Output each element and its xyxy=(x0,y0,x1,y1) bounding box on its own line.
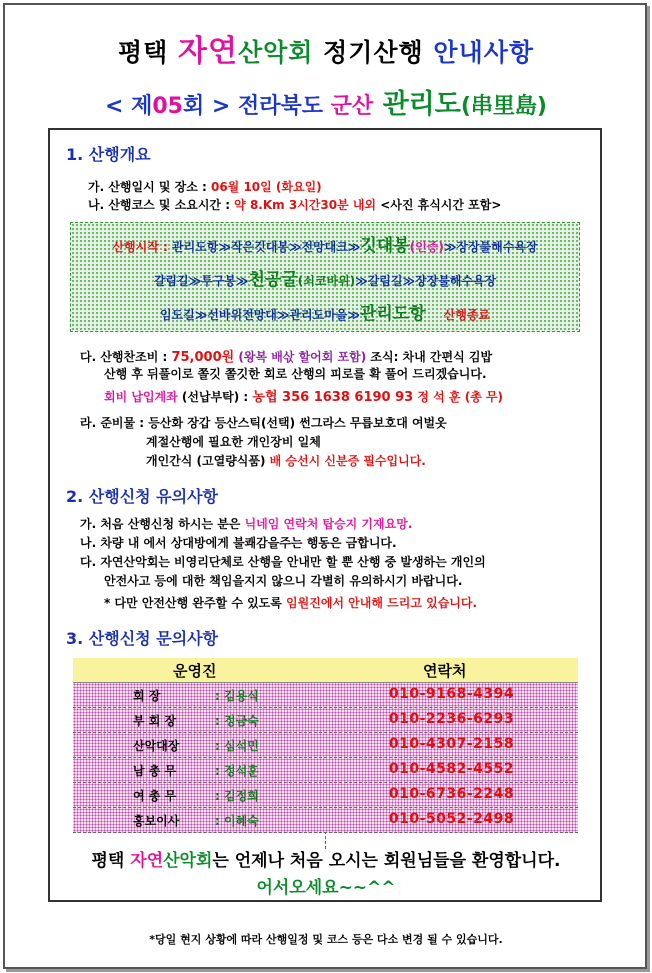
account-note: (선납부탁) : xyxy=(177,390,253,404)
prep-snacks: 개인간식 (고열량식품) xyxy=(146,454,270,468)
rule-note-staff: 임원진에서 안내해 드리고 있습니다. xyxy=(286,596,478,610)
welcome-club-name: 자연 xyxy=(130,851,164,871)
route-port: 관리도항 xyxy=(359,304,426,324)
prep-items: 등산화 장갑 등산스틱(선택) 썬그라스 무릅보호대 여벌옷 xyxy=(148,416,447,430)
prep-line xyxy=(80,414,447,431)
staff-name: : 정석훈 xyxy=(215,764,259,778)
section-1-heading: 1. 산행개요 xyxy=(66,145,151,164)
staff-name-value: 김용식 xyxy=(223,689,259,703)
staff-role: 홍보이사 xyxy=(133,814,180,828)
account-label: 회비 납입계좌 xyxy=(104,390,178,404)
account-number: 농협 356 1638 6190 93 xyxy=(252,390,414,405)
staff-phone: 010-6736-2248 xyxy=(388,786,515,802)
route-end-label: 산행종료 xyxy=(443,308,491,322)
account-line xyxy=(104,386,503,405)
route-start-label: 산행시작 : xyxy=(112,240,172,254)
route-certify-note: (인증) xyxy=(409,240,444,254)
staff-name-value: 심석민 xyxy=(223,739,259,753)
staff-name-value: 정금숙 xyxy=(223,714,259,728)
welcome-prefix: 평택 xyxy=(91,851,131,871)
welcome-text: 는 언제나 처음 오시는 회원님들을 환영합니다. xyxy=(212,851,561,871)
staff-name: : 심석민 xyxy=(215,739,259,753)
route-box xyxy=(70,222,580,332)
route-cave: 천공굴 xyxy=(248,270,298,290)
table-row xyxy=(73,733,578,758)
table-row xyxy=(73,708,578,733)
welcome-greeting: 어서오세요~~^^ xyxy=(256,878,396,898)
table-row xyxy=(73,808,578,833)
subtitle-city: 군산 xyxy=(330,94,374,119)
route-segment-3: 임도길≫선바위전망대≫관리도마을≫ xyxy=(159,308,360,322)
staff-role: 회 장 xyxy=(133,689,161,703)
hike-date-line xyxy=(88,178,322,195)
staff-role: 부 회 장 xyxy=(133,714,177,728)
subtitle-island-hanja: (串里島) xyxy=(460,94,547,119)
prep-line-2: 계절산행에 필요한 개인장비 일체 xyxy=(146,435,321,449)
route-line-2 xyxy=(71,265,579,290)
rule-note xyxy=(104,594,477,611)
route-segment-2: 갈림길≫투구봉≫ xyxy=(153,274,249,288)
section-3-heading: 3. 산행신청 문의사항 xyxy=(66,629,218,648)
rule-b: 나. 차량 내 에서 상대방에게 불쾌감을주는 행동은 금합니다. xyxy=(80,536,397,550)
rule-note-text: * 다만 안전산행 완주할 수 있도록 xyxy=(104,596,287,610)
page-subtitle xyxy=(0,82,652,121)
col-staff: 운영진 xyxy=(173,662,217,680)
contact-table xyxy=(73,658,578,833)
staff-name: : 김정희 xyxy=(215,789,259,803)
rule-c: 다. 자연산악회는 비영리단체로 산행을 안내만 할 뿐 산행 중 발생하는 개인의 xyxy=(80,555,486,569)
fee-breakfast-note: 조식: 차내 간편식 김밥 xyxy=(366,350,493,364)
rule-a xyxy=(80,515,412,532)
staff-phone: 010-9168-4394 xyxy=(388,686,515,702)
hike-date-label: 가. 산행일시 및 장소 : xyxy=(88,180,211,194)
subtitle-prefix: < 제 xyxy=(105,94,153,119)
page-title xyxy=(0,26,652,70)
route-segment-2-end: ≫갈림길≫장장불해수욕장 xyxy=(355,274,497,288)
subtitle-number: 05 xyxy=(152,94,183,119)
contact-table-body xyxy=(73,683,578,833)
staff-name-value: 정석훈 xyxy=(223,764,259,778)
welcome-message xyxy=(0,846,652,871)
rule-a-text: 가. 처음 산행신청 하시는 분은 xyxy=(80,517,245,531)
fee-line xyxy=(80,346,492,365)
route-line-3 xyxy=(71,299,579,324)
fee-label: 다. 산행찬조비 : xyxy=(80,350,172,364)
prep-line-3 xyxy=(146,452,426,469)
hike-date-value: 06월 10일 (화요일) xyxy=(210,180,322,194)
table-row xyxy=(73,758,578,783)
staff-name: : 정금숙 xyxy=(215,714,259,728)
staff-name-value: 김정희 xyxy=(223,789,259,803)
subtitle-region: 회 > 전라북도 xyxy=(183,94,331,119)
staff-role: 여 총 무 xyxy=(133,789,177,803)
hike-course-label: 나. 산행코스 및 소요시간 : xyxy=(88,198,235,212)
staff-phone: 010-5052-2498 xyxy=(388,811,515,827)
account-holder: 정 석 훈 (총 무) xyxy=(413,390,504,404)
welcome-club-suffix: 산악회 xyxy=(163,851,213,871)
route-segment-1-end: ≫장장불해수욕장 xyxy=(443,240,538,254)
title-event: 정기산행 xyxy=(313,38,434,67)
prep-id-required: 배 승선시 신분증 필수입니다. xyxy=(269,454,426,468)
hike-course-note: <사진 휴식시간 포함> xyxy=(376,198,502,212)
footer-note: *당일 현지 상황에 따라 산행일정 및 코스 등은 다소 변경 될 수 있습니다. xyxy=(149,933,503,946)
hike-course-value: 약 8.Km 3시간30분 내외 xyxy=(234,198,377,212)
fee-line-2: 산행 후 뒤풀이로 쫄깃 쫄깃한 회로 산행의 피로를 확 풀어 드리겠습니다. xyxy=(104,367,487,381)
staff-phone: 010-2236-6293 xyxy=(388,711,515,727)
staff-role: 남 총 무 xyxy=(133,764,177,778)
title-club-suffix: 산악회 xyxy=(237,38,314,67)
title-text: 평택 xyxy=(117,38,178,67)
section-2-heading: 2. 산행신청 유의사항 xyxy=(66,487,218,506)
contact-table-header xyxy=(73,658,578,683)
route-line-1 xyxy=(71,231,579,256)
subtitle-island: 관리도 xyxy=(373,89,461,120)
hike-course-line xyxy=(88,196,501,213)
table-row xyxy=(73,783,578,808)
route-peak-gitdaebong: 깃대봉 xyxy=(360,236,410,256)
title-notice: 안내사항 xyxy=(433,38,535,67)
fee-includes: (왕복 배삯 할어회 포함) xyxy=(234,350,367,364)
staff-role: 산악대장 xyxy=(133,739,180,753)
staff-phone: 010-4582-4552 xyxy=(388,761,515,777)
staff-phone: 010-4307-2158 xyxy=(388,736,515,752)
title-club-name: 자연 xyxy=(177,34,238,69)
col-contact: 연락처 xyxy=(423,662,467,680)
table-row xyxy=(73,683,578,708)
staff-name: : 이혜숙 xyxy=(215,814,259,828)
route-cave-note: (쇠코바위) xyxy=(297,274,356,288)
staff-name-value: 이혜숙 xyxy=(223,814,259,828)
rule-c-2: 안전사고 등에 대한 책임을지지 않으니 각별히 유의하시기 바랍니다. xyxy=(104,574,463,588)
prep-label: 라. 준비물 : xyxy=(80,416,149,430)
fee-value: 75,000원 xyxy=(171,350,235,365)
rule-a-required: 닉네임 연락처 탑승지 기재요망. xyxy=(244,517,413,531)
route-segment-1: 관리도항≫작은깃대봉≫전망대크≫ xyxy=(171,240,361,254)
staff-name: : 김용식 xyxy=(215,689,259,703)
